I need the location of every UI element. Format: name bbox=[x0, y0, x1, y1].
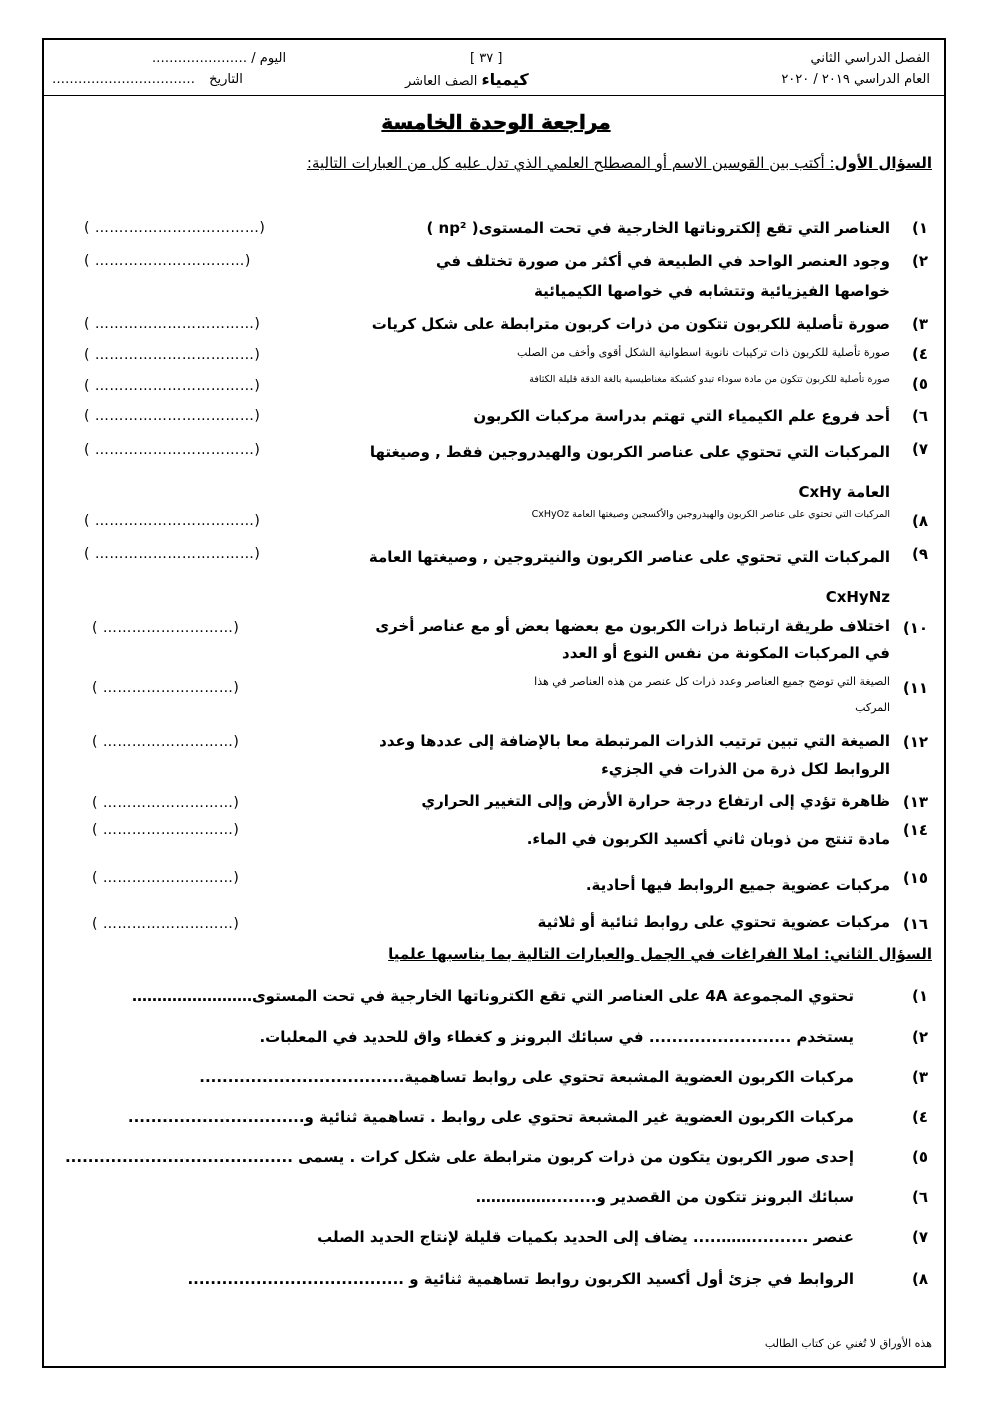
answer-blank[interactable]: ( ……………….…………) bbox=[84, 253, 251, 269]
fill-item[interactable]: ٣)مركبات الكربون العضوية المشبعة تحتوي على روابط تساهمية.................................... bbox=[199, 1068, 928, 1086]
fill-item[interactable]: ٦)سبائك البرونز تتكون من القصدير و........…………… bbox=[475, 1188, 928, 1206]
item-text: العناصر التي تقع إلكتروناتها الخارجية في تحت المستوى( np² ) bbox=[426, 219, 890, 237]
answer-blank[interactable]: ( ……………………………) bbox=[84, 347, 261, 363]
date-field bbox=[52, 71, 243, 88]
q1-instruction: : أكتب بين القوسين الاسم أو المصطلح العلمي الذي تدل عليه كل من العبارات التالية: bbox=[306, 154, 835, 172]
answer-blank[interactable]: ( ………………………) bbox=[92, 916, 240, 932]
answer-blank[interactable]: ( ………………………) bbox=[92, 870, 240, 886]
fill-item[interactable]: ٨)الروابط في جزئ أول أكسيد الكربون روابط تساهمية ثنائية و ...................................... bbox=[187, 1270, 928, 1288]
item-text: صورة تأصلية للكربون تتكون من ذرات كربون مترابطة على شكل كريات bbox=[371, 315, 890, 333]
answer-blank[interactable]: ( ………………………) bbox=[92, 795, 240, 811]
item-number: ١٠) bbox=[902, 619, 928, 637]
answer-blank[interactable]: ( ……………………………) bbox=[84, 442, 261, 458]
answer-blank[interactable]: ( ………………………) bbox=[92, 620, 240, 636]
answer-blank[interactable]: ( ……………………………) bbox=[84, 408, 261, 424]
answer-blank[interactable]: ( ……………………………) bbox=[84, 513, 261, 529]
academic-year: العام الدراسي ٢٠١٩ / ٢٠٢٠ bbox=[781, 72, 930, 87]
item-text: صورة تأصلية للكربون ذات تركيبات نانوية اسطوانية الشكل أقوى وأخف من الصلب bbox=[516, 346, 890, 359]
item-number: ٦) bbox=[911, 407, 928, 425]
semester-label: الفصل الدراسي الثاني bbox=[810, 51, 930, 66]
q1-label: السؤال الأول bbox=[834, 154, 932, 172]
q2-label: السؤال الثاني bbox=[829, 945, 932, 963]
fill-item[interactable]: ١)تحتوي المجموعة 4A على العناصر التي تقع الكتروناتها الخارجية في تحت المستوى…………………… bbox=[131, 987, 928, 1005]
item-text: صورة تأصلية للكربون تتكون من مادة سوداء تبدو كشبكة مغناطيسية بالغة الدقة قليلة الكثافة bbox=[529, 374, 890, 385]
page-number: [ ٣٧ ] bbox=[470, 51, 503, 66]
answer-blank[interactable]: ( ……………………………) bbox=[84, 316, 261, 332]
answer-blank[interactable]: ( ……………………………) bbox=[84, 378, 261, 394]
item-text-cont: خواصها الفيزيائية وتتشابه في خواصها الكيميائية bbox=[533, 282, 890, 300]
fill-item[interactable]: ٤)مركبات الكربون العضوية غير المشبعة تحتوي على روابط . تساهمية ثنائية و............................... bbox=[127, 1108, 928, 1126]
q1-heading bbox=[307, 154, 932, 172]
item-number: ١٣) bbox=[902, 793, 928, 811]
item-number: ١) bbox=[911, 219, 928, 237]
subject-label: كيمياء bbox=[481, 70, 529, 89]
item-number: ٨) bbox=[911, 512, 928, 530]
item-text: مركبات عضوية جميع الروابط فيها أحادية. bbox=[585, 876, 890, 894]
item-number: ١٥) bbox=[902, 869, 928, 887]
answer-blank[interactable]: ( ………………………) bbox=[92, 822, 240, 838]
item-text: المركبات التي تحتوي على عناصر الكربون والهيدروجين فقط , وصيغتها bbox=[369, 443, 890, 461]
item-text-cont: المركب bbox=[855, 701, 890, 714]
item-text: اختلاف طريقة ارتباط ذرات الكربون مع بعضها بعض أو مع عناصر أخرى bbox=[375, 617, 890, 635]
item-number: ٧) bbox=[911, 440, 928, 458]
fill-item[interactable]: ٧)عنصر ..........……..... يضاف إلى الحديد بكميات قليلة لإنتاج الحديد الصلب bbox=[317, 1228, 928, 1246]
item-text-cont: العامة CxHy bbox=[798, 483, 890, 501]
header-divider bbox=[42, 95, 946, 96]
item-number: ١٦) bbox=[902, 915, 928, 933]
grade-label: الصف العاشر bbox=[405, 74, 478, 89]
day-label: اليوم / bbox=[251, 51, 287, 66]
item-text: الصيغة التي تبين ترتيب الذرات المرتبطة معا بالإضافة إلى عددها وعدد bbox=[379, 732, 890, 750]
footer-note: هذه الأوراق لا تُغني عن كتاب الطالب bbox=[764, 1337, 932, 1350]
answer-blank[interactable]: ( ………………………) bbox=[92, 734, 240, 750]
date-label: التاريخ bbox=[209, 72, 243, 87]
item-text: مادة تنتج من ذوبان ثاني أكسيد الكربون في الماء. bbox=[526, 830, 890, 848]
date-dots: …………………………… bbox=[52, 72, 195, 87]
item-text-cont: الروابط لكل ذرة من الذرات في الجزيء bbox=[601, 760, 890, 778]
item-text-cont: في المركبات المكونة من نفس النوع أو العدد bbox=[562, 644, 890, 662]
subject-grade bbox=[405, 71, 529, 90]
item-text: وجود العنصر الواحد في الطبيعة في أكثر من صورة تختلف في bbox=[436, 252, 890, 270]
item-number: ١٤) bbox=[902, 821, 928, 839]
page-title: مراجعة الوحدة الخامسة bbox=[381, 110, 611, 134]
fill-item[interactable]: ٥)إحدى صور الكربون يتكون من ذرات كربون مترابطة على شكل كرات . يسمى ........................................ bbox=[64, 1148, 928, 1166]
item-text: المركبات التي تحتوي على عناصر الكربون والنيتروجين , وصيغتها العامة bbox=[368, 548, 890, 566]
item-text: ظاهرة تؤدي إلى ارتفاع درجة حرارة الأرض وإلى التغيير الحراري bbox=[421, 792, 890, 810]
item-number: ٩) bbox=[911, 545, 928, 563]
item-number: ٤) bbox=[911, 345, 928, 363]
day-field bbox=[152, 50, 286, 67]
answer-blank[interactable]: ( ………………………) bbox=[92, 680, 240, 696]
item-text: مركبات عضوية تحتوي على روابط ثنائية أو ثلاثية bbox=[537, 913, 890, 931]
item-number: ١٢) bbox=[902, 733, 928, 751]
fill-item[interactable]: ٢)يستخدم ......................... في سبائك البرونز و كغطاء واق للحديد في المعلبات. bbox=[259, 1028, 928, 1046]
day-dots: …………………. bbox=[152, 51, 248, 66]
q2-heading bbox=[388, 945, 932, 963]
item-text: المركبات التي تحتوي على عناصر الكربون والهيدروجين والأكسجين وصيغتها العامة CxHyOz bbox=[531, 509, 890, 520]
answer-blank[interactable]: ( …….………………………) bbox=[84, 220, 266, 236]
item-text: الصيغة التي توضح جميع العناصر وعدد ذرات كل عنصر من هذه العناصر في هذا bbox=[534, 675, 890, 688]
item-text-cont: CxHyNz bbox=[825, 588, 890, 606]
answer-blank[interactable]: ( ……………………………) bbox=[84, 546, 261, 562]
item-text: أحد فروع علم الكيمياء التي تهتم بدراسة مركبات الكربون bbox=[473, 407, 890, 425]
q2-instruction: : املا الفراغات في الجمل والعبارات التالية بما يناسبها علميا bbox=[388, 945, 830, 963]
item-number: ٥) bbox=[911, 375, 928, 393]
item-number: ٢) bbox=[911, 252, 928, 270]
item-number: ٣) bbox=[911, 315, 928, 333]
item-number: ١١) bbox=[902, 679, 928, 697]
